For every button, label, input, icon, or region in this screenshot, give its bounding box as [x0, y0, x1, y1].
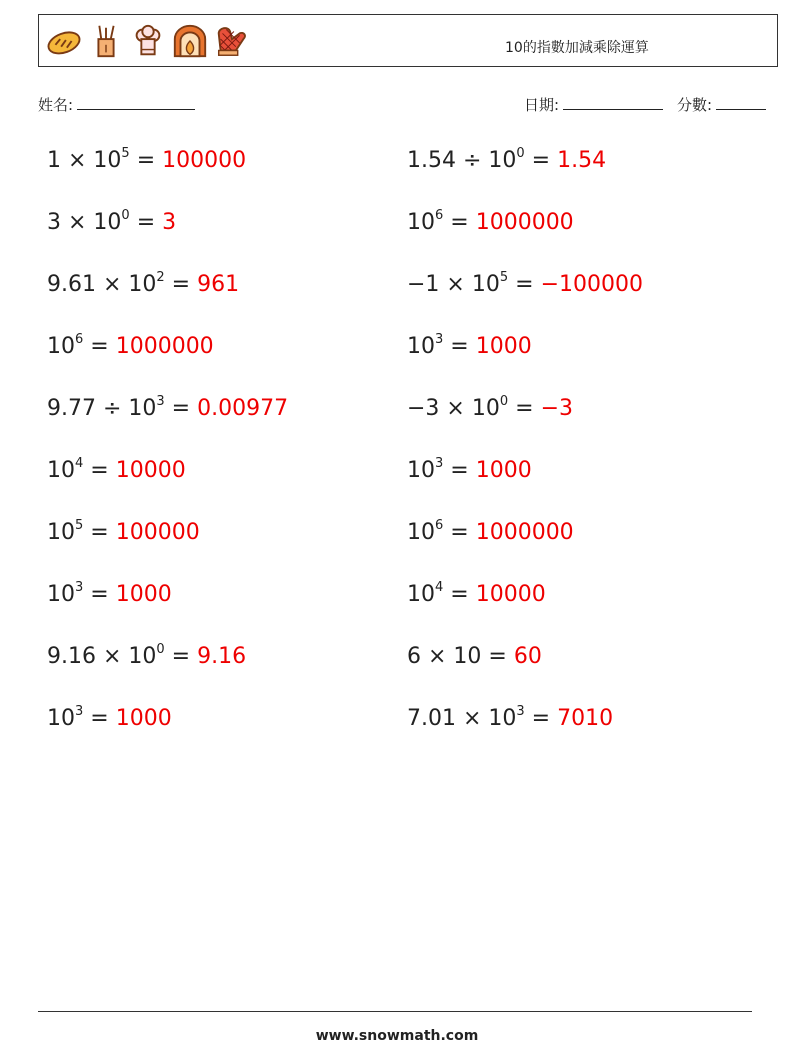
problem-8: $10^3 = 1000$ [407, 332, 532, 359]
date-field [524, 94, 663, 115]
problem-16: $10^4 = 10000$ [407, 580, 546, 607]
problem-12: $10^3 = 1000$ [407, 456, 532, 483]
name-label: 姓名: [38, 96, 74, 114]
answer: −3 [540, 396, 573, 421]
score-field [677, 94, 766, 115]
answer: 10000 [115, 458, 186, 483]
name-blank[interactable] [77, 95, 195, 110]
answer: 9.16 [197, 644, 247, 669]
date-label: 日期: [524, 96, 560, 114]
answer: 961 [197, 272, 240, 297]
answer: 1.54 [557, 148, 607, 173]
answer: 1000 [475, 458, 532, 483]
problem-4: $10^6 = 1000000$ [407, 208, 574, 235]
oven-mitt-icon [213, 22, 251, 60]
bread-icon [45, 22, 83, 60]
answer: 3 [162, 210, 177, 235]
answer: 60 [513, 644, 542, 669]
problem-14: $10^6 = 1000000$ [407, 518, 574, 545]
problem-13: $10^5 = 100000$ [47, 518, 200, 545]
problem-3: $3 \times 10^0 = 3$ [47, 208, 177, 235]
problem-6: $-1 \times 10^5 = -100000$ [407, 270, 643, 297]
problem-11: $10^4 = 10000$ [47, 456, 186, 483]
problem-2: $1.54 \div 10^0 = 1.54$ [407, 146, 607, 173]
oven-icon [171, 22, 209, 60]
answer: 7010 [557, 706, 614, 731]
answer: 1000000 [115, 334, 214, 359]
problem-7: $10^6 = 1000000$ [47, 332, 214, 359]
score-label: 分數: [677, 96, 713, 114]
problem-18: 6 × 10 = 60 [407, 644, 542, 669]
answer: 1000 [475, 334, 532, 359]
sheet-title: 10的指數加減乘除運算 [505, 40, 649, 56]
answer: 1000 [115, 706, 172, 731]
answer: 1000000 [475, 520, 574, 545]
answer: 10000 [475, 582, 546, 607]
problem-10: $-3 \times 10^0 = -3$ [407, 394, 573, 421]
problem-5: $9.61 \times 10^2 = 961$ [47, 270, 240, 297]
problem-19: $10^3 = 1000$ [47, 704, 172, 731]
name-field [38, 94, 195, 115]
problem-15: $10^3 = 1000$ [47, 580, 172, 607]
problem-1: $1 \times 10^5 = 100000$ [47, 146, 247, 173]
header-icons [45, 22, 251, 62]
date-blank[interactable] [563, 95, 663, 110]
header-box [38, 14, 778, 67]
utensil-holder-icon [87, 22, 125, 60]
problem-9: $9.77 \div 10^3 = 0.00977$ [47, 394, 289, 421]
answer: 100000 [115, 520, 200, 545]
answer: 0.00977 [197, 396, 289, 421]
footer-divider [38, 1011, 752, 1012]
answer: −100000 [540, 272, 643, 297]
chef-hat-icon [129, 22, 167, 60]
answer: 100000 [162, 148, 247, 173]
footer-url[interactable]: www.snowmath.com [315, 1028, 479, 1044]
problem-20: $7.01 \times 10^3 = 7010$ [407, 704, 614, 731]
answer: 1000 [115, 582, 172, 607]
answer: 1000000 [475, 210, 574, 235]
score-blank[interactable] [716, 95, 766, 110]
problem-17: $9.16 \times 10^0 = 9.16$ [47, 642, 247, 669]
